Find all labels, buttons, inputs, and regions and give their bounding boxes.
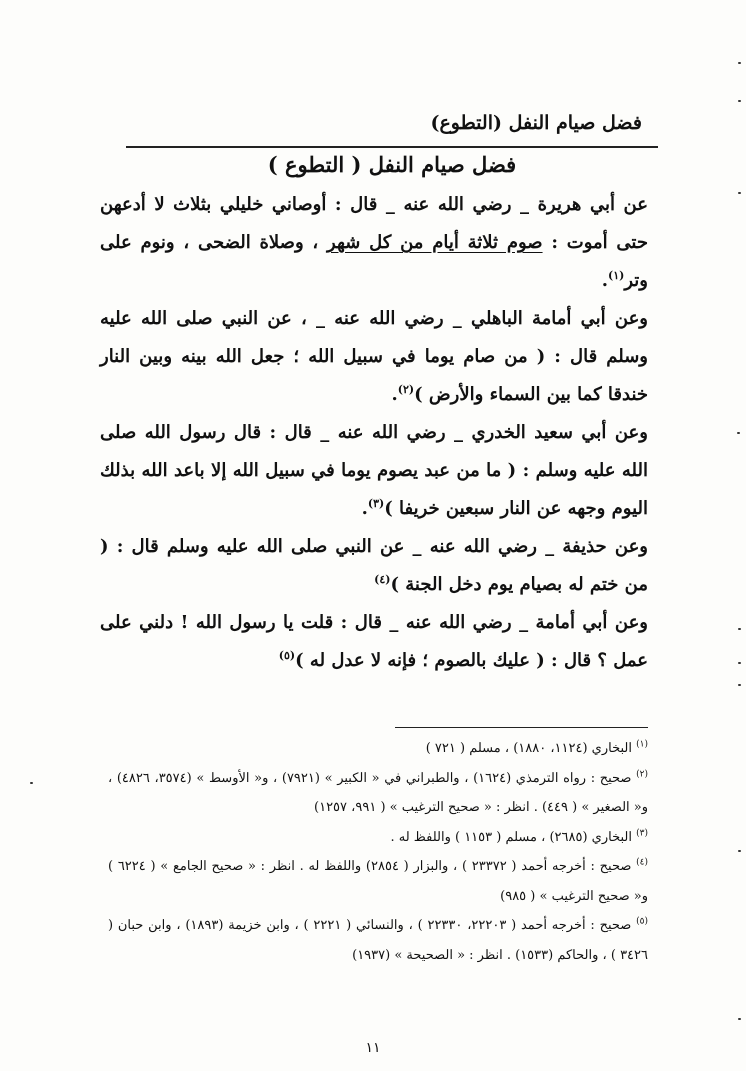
paragraph-text: وعن أبي أمامة _ رضي الله عنه _ قال : قلت يا رسول الله ! دلني على عمل ؟ قال : ( عليك بالصوم ؛ فإنه لا عدل له ) — [100, 612, 648, 671]
footnote-ref: (١) — [608, 269, 625, 282]
footnote-number: (٥) — [636, 916, 649, 927]
scan-speck — [737, 432, 740, 434]
underlined-phrase: صوم ثلاثة أيام من كل شهر — [327, 232, 543, 253]
hadith-paragraph-2 — [100, 300, 648, 414]
footnote-text: البخاري (١١٢٤، ١٨٨٠) ، مسلم ( ٧٢١ ) — [425, 741, 632, 756]
scan-speck — [738, 100, 741, 102]
footnote-2 — [108, 764, 648, 823]
scan-speck — [738, 192, 741, 194]
paragraph-text: وعن أبي أمامة الباهلي _ رضي الله عنه _ ، عن النبي صلى الله عليه وسلم قال : ( من صام يوما في سبيل الله ؛ جعل الله بينه وبين النار خندقا كما بين السماء والأرض ) — [100, 308, 648, 405]
footnote-rule — [395, 727, 648, 728]
running-header: فضل صيام النفل (التطوع) — [430, 112, 642, 134]
section-title: فضل صيام النفل ( التطوع ) — [267, 152, 517, 177]
scan-speck — [738, 684, 741, 686]
scan-speck — [738, 628, 741, 630]
footnote-text: صحيح : رواه الترمذي (١٦٢٤) ، والطبراني في « الكبير » (٧٩٢١) ، و« الأوسط » (٣٥٧٤، ٤٨٢٦) ، و« الصغير » ( ٤٤٩) . انظر : « صحيح الترغيب » ( ٩٩١، ١٢٥٧) — [108, 770, 648, 815]
hadith-paragraph-3 — [100, 414, 648, 528]
footnote-text: البخاري (٢٦٨٥) ، مسلم ( ١١٥٣ ) واللفظ له . — [390, 829, 632, 845]
paragraph-end: . — [391, 384, 398, 405]
body-text — [100, 186, 648, 680]
scan-speck — [738, 662, 741, 664]
paragraph-end: . — [601, 270, 608, 291]
paragraph-text: وعن حذيفة _ رضي الله عنه _ عن النبي صلى الله عليه وسلم قال : ( من ختم له بصيام يوم دخل الجنة ) — [100, 536, 648, 595]
footnote-number: (٣) — [636, 828, 648, 839]
scan-speck — [738, 850, 741, 852]
footnote-text: صحيح : أخرجه أحمد ( ٢٣٣٧٢ ) ، والبزار ( ٢٨٥٤) واللفظ له . انظر : « صحيح الجامع » ( ٦٢٢٤ ) و« صحيح الترغيب » ( ٩٨٥) — [108, 859, 648, 904]
footnote-text: صحيح : أخرجه أحمد ( ٢٢٢٠٣، ٢٢٣٣٠ ) ، والنسائي ( ٢٢٢١ ) ، وابن خزيمة (١٨٩٣) ، وابن حبان ( ٣٤٢٦ ) ، والحاكم (١٥٣٣) . انظر : « الصحيحة » (١٩٣٧) — [108, 918, 648, 963]
paragraph-end: . — [361, 498, 368, 519]
scan-speck — [738, 62, 741, 64]
scan-speck — [30, 782, 33, 784]
header-rule — [126, 146, 658, 148]
paragraph-text: ، وصلاة الضحى ، ونوم على وتر — [100, 232, 648, 291]
footnote-number: (٤) — [636, 857, 648, 868]
footnote-1 — [108, 734, 648, 764]
footnote-ref: (٤) — [374, 573, 391, 586]
footnote-5 — [108, 911, 648, 970]
paragraph-text: وعن أبي سعيد الخدري _ رضي الله عنه _ قال : قال رسول الله صلى الله عليه وسلم : ( ما من عبد يصوم يوما في سبيل الله إلا باعد الله بذلك اليوم وجهه عن النار سبعين خريفا ) — [100, 422, 648, 519]
scan-speck — [738, 1018, 741, 1020]
footnotes — [108, 734, 648, 970]
page-number: ١١ — [365, 1040, 381, 1056]
paragraph-text: عن أبي هريرة _ رضي الله عنه _ قال : أوصاني خليلي بثلاث لا أدعهن حتى أموت : — [100, 194, 648, 253]
hadith-paragraph-5 — [100, 604, 648, 680]
footnote-4 — [108, 852, 648, 911]
footnote-number: (٢) — [636, 769, 648, 780]
footnote-number: (١) — [636, 739, 648, 750]
footnote-ref: (٢) — [397, 383, 415, 396]
hadith-paragraph-4 — [100, 528, 648, 604]
footnote-3 — [108, 823, 648, 853]
hadith-paragraph-1 — [100, 186, 648, 300]
footnote-ref: (٥) — [278, 649, 296, 662]
footnote-ref: (٣) — [367, 497, 385, 510]
